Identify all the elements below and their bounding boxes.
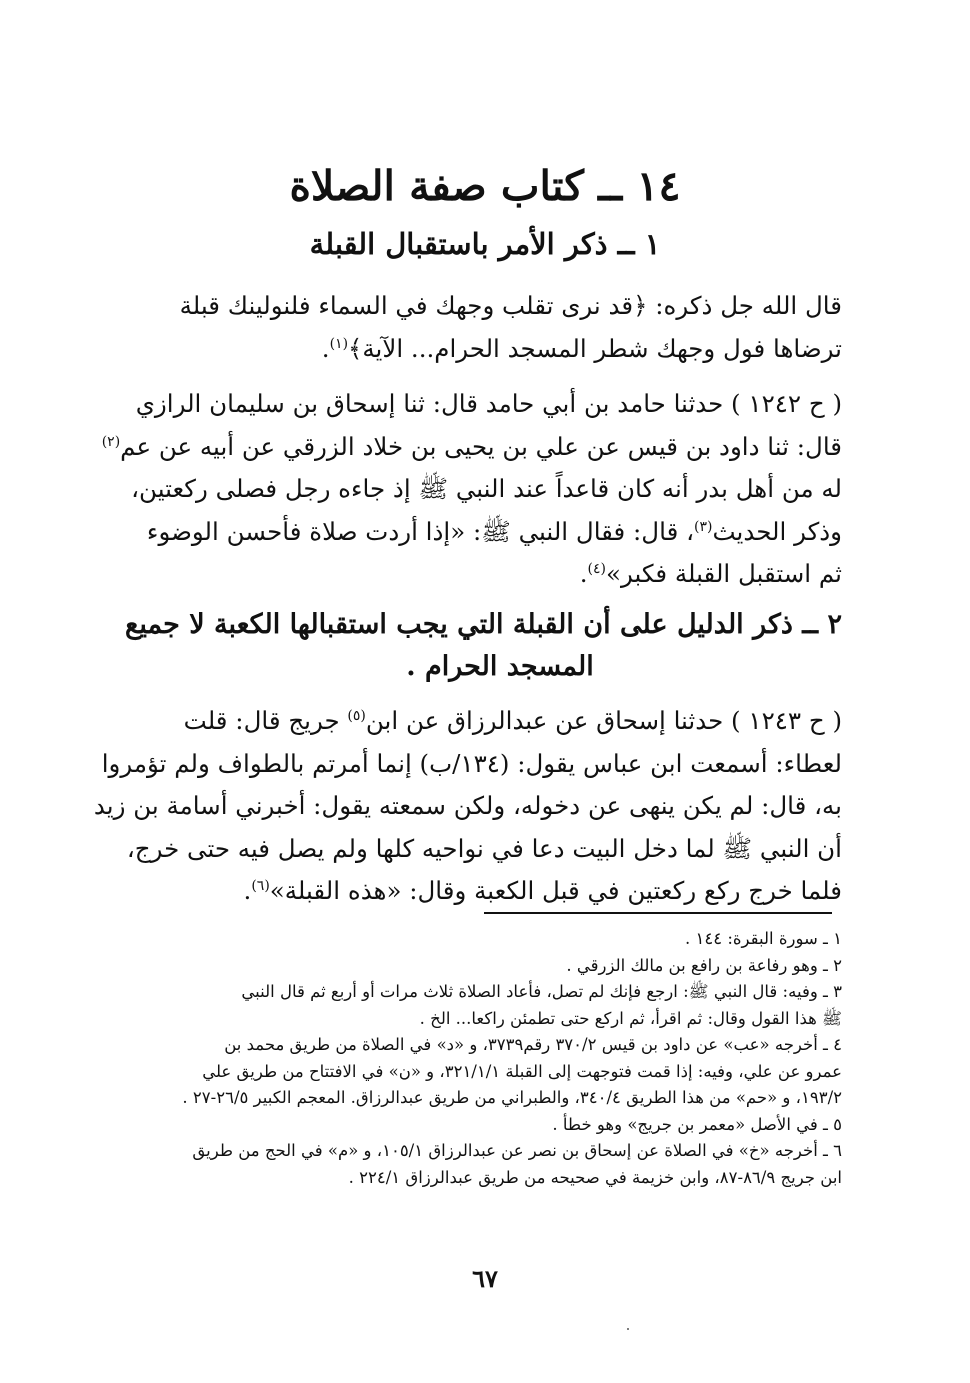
text-segment: جريج قال: قلت (183, 706, 348, 735)
footnote-ref: (٦) (251, 877, 270, 894)
hadith-1243 (93, 700, 842, 913)
text-line: به، قال: لم يكن ينهى عن دخوله، ولكن سمعته يقول: أخبرني أسامة بن زيد (93, 791, 842, 820)
text-segment: . (243, 876, 252, 905)
footnote-divider (484, 912, 832, 914)
text-line (146, 511, 842, 554)
text-line (158, 870, 842, 913)
text-line (158, 553, 842, 596)
footnote-ref: (٢) (101, 433, 121, 450)
footnote-ref: (٤) (587, 560, 606, 577)
footnote-line: ٦ ـ أخرجه «خ» في الصلاة عن إسحاق بن نصر عن عبدالرزاق ١٠٥/١، و «م» في الحج من طريق (192, 1141, 842, 1160)
footnote-line: ابن جريج ٨٦/٩-٨٧، وابن خزيمة في صحيحه من طريق عبدالرزاق ٢٢٤/١ . (348, 1167, 842, 1187)
text-segment: ، قال: فقال النبي ﷺ: «إذا أردت صلاة فأحسن الوضوء (146, 516, 694, 546)
text-line: قال الله جل ذكره: ﴿قد نرى تقلب وجهك في السماء فلنولينك قبلة (179, 291, 842, 320)
page-number: ٦٧ (472, 1264, 498, 1293)
paragraph-quran-verse (158, 285, 842, 370)
footnote-line: ١٩٣/٢، و «حم» من هذا الطريق ٣٤٠/٤، والطبراني من طريق عبدالرزاق. المعجم الكبير ٢٦/٥-٢٧ . (182, 1088, 842, 1107)
footnote-line: ٢ ـ وهو رفاعة بن رافع بن مالك الزرقي . (566, 955, 842, 975)
text-line: ( ح ١٢٤٢ ) حدثنا حامد بن أبي حامد قال: ثنا إسحاق بن سليمان الرازي (135, 389, 842, 418)
section-2-title (124, 604, 842, 688)
heading-line: ٢ ــ ذكر الدليل على أن القبلة التي يجب استقبالها الكعبة لا جميع (124, 609, 842, 640)
footnote-line: عمرو عن علي، وفيه: إذا قمت فتوجهت إلى القبلة ٣٢١/١/١، و «ن» في الافتتاح من طريق علي (202, 1061, 842, 1081)
footnote-line: ١ ـ سورة البقرة: ١٤٤ . (685, 929, 842, 948)
text-segment: ترضاها فول وجهك شطر المسجد الحرام... الآية﴾ (348, 333, 842, 363)
text-line: أن النبي ﷺ لما دخل البيت دعا في نواحيه كلها ولم يصل فيه حتى خرج، (126, 833, 842, 863)
footnote-ref: (١) (329, 335, 349, 352)
scan-speck (627, 1328, 629, 1330)
text-line (101, 426, 842, 469)
footnote-line: ٥ ـ في الأصل «معمر بن جريج» وهو خطأ . (552, 1114, 842, 1134)
text-segment: وذكر الحديث (712, 516, 842, 546)
text-segment: . (321, 333, 330, 363)
footnote-line: ٤ ـ أخرجه «عب» عن داود بن قيس ٣٧٠/٢ رقم٣٧٣٩، و «د» في الصلاة من طريق محمد بن (224, 1035, 842, 1054)
footnote-line: ﷺ هذا القول وقال: ثم اقرأ، ثم اركع حتى تطمئن راكعا... الخ . (419, 1008, 842, 1028)
text-line (158, 700, 842, 743)
text-segment: ثم استقبل القبلة فكبر» (605, 559, 842, 588)
text-segment: قال: ثنا داود بن قيس عن علي بن يحيى بن خلاد الزرقي عن أبيه عن عم (120, 431, 842, 461)
footnote-line: ٣ ـ وفيه: قال النبي ﷺ: ارجع فإنك لم تصل، فأعاد الصلاة ثلاث مرات أو أربع ثم قال النبي (241, 982, 842, 1001)
section-1-title: ١ ــ ذكر الأمر باستقبال القبلة (309, 227, 661, 261)
footnote-ref: (٥) (347, 707, 366, 724)
hadith-1242 (101, 383, 842, 596)
text-segment: ( ح ١٢٤٣ ) حدثنا إسحاق عن عبدالرزاق عن ابن (365, 706, 842, 735)
footnotes (150, 926, 842, 1191)
text-line: لعطاء: أسمعت ابن عباس يقول: (١٣٤/ب) إنما أمرتم بالطواف ولم تؤمروا (101, 748, 842, 778)
text-segment: فلما خرج ركع ركعتين في قبل الكعبة وقال: «هذه القبلة» (269, 876, 842, 905)
heading-line: المسجد الحرام . (406, 651, 594, 682)
footnote-ref: (٣) (693, 518, 713, 535)
text-line: له من أهل بدر أنه كان قاعداً عند النبي ﷺ إذ جاءه رجل فصلى ركعتين، (131, 474, 842, 503)
chapter-title: ١٤ ــ كتاب صفة الصلاة (289, 162, 681, 210)
text-segment: . (579, 559, 588, 588)
text-line (158, 328, 842, 371)
